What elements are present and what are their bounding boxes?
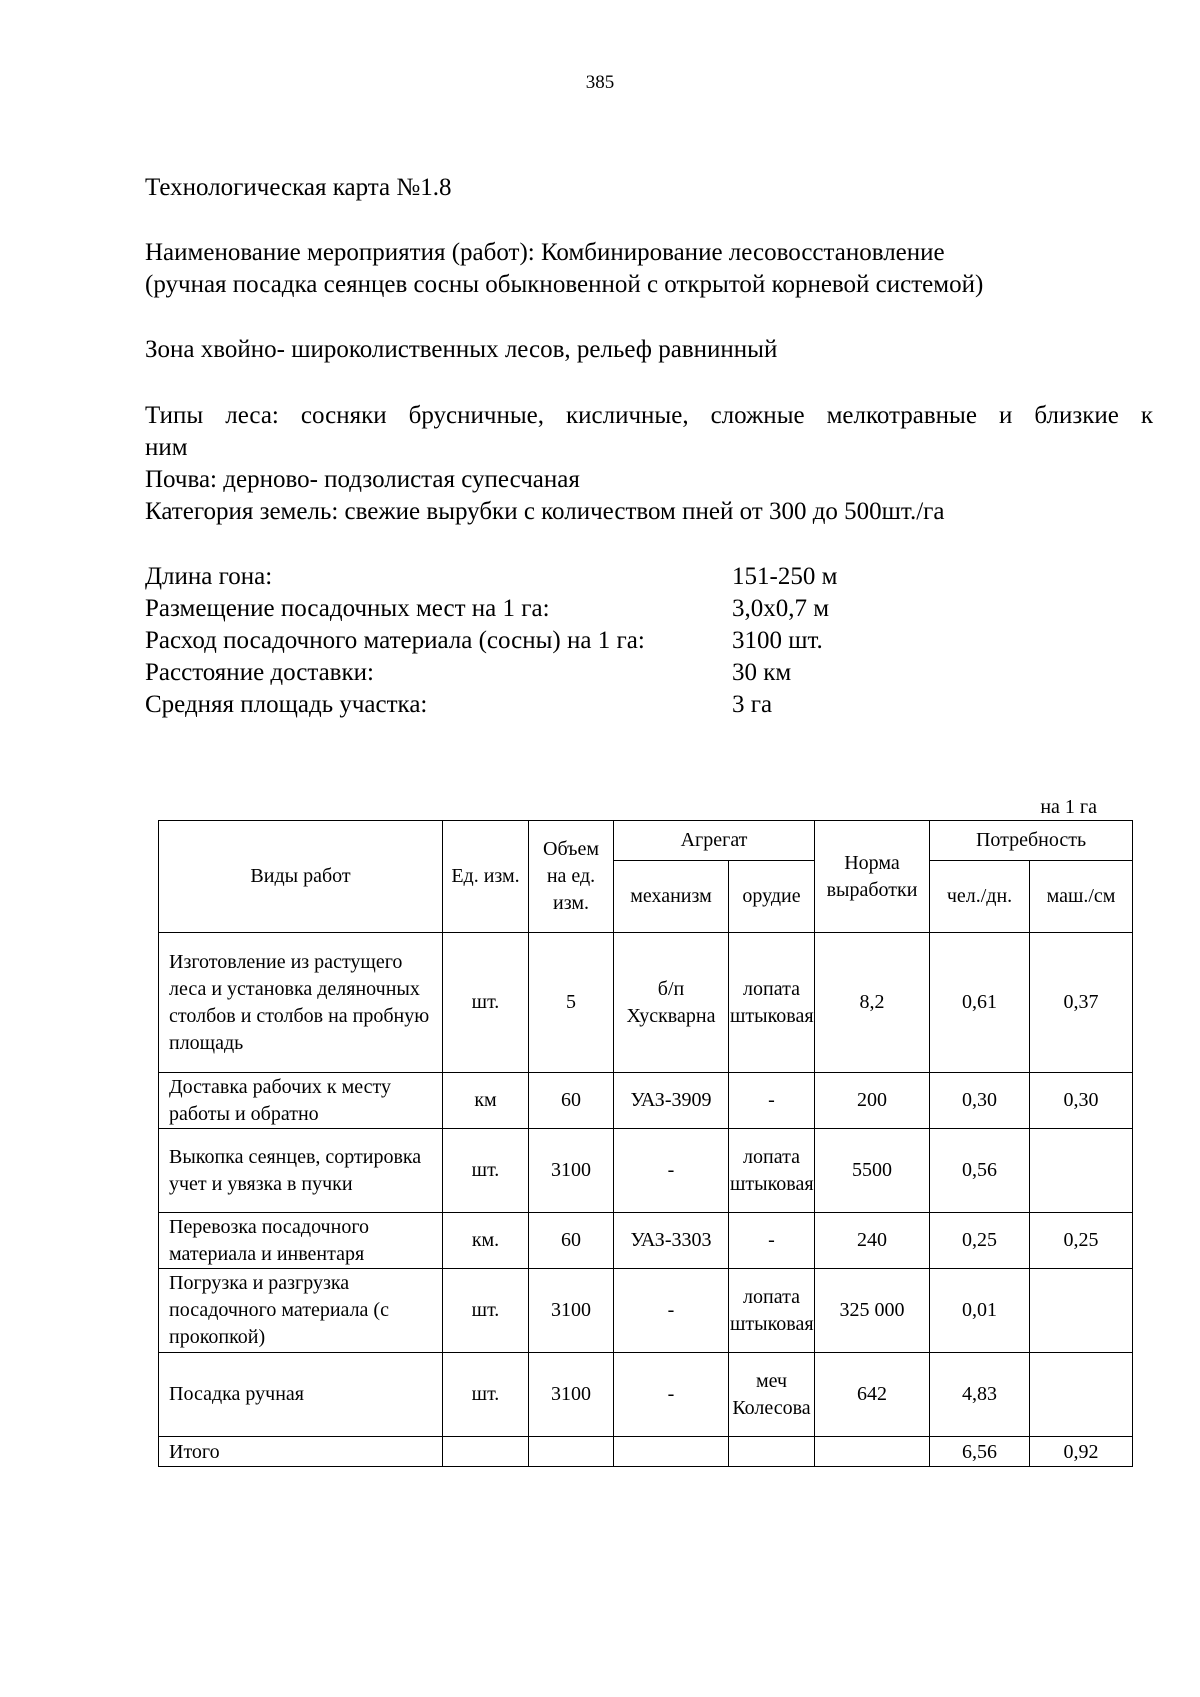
row-mechanism: -: [614, 1353, 729, 1437]
row-tool: -: [729, 1213, 815, 1269]
row-work: Выкопка сеянцев, сортировка учет и увязка в пучки: [159, 1129, 443, 1213]
row-tool: лопата штыковая: [729, 1269, 815, 1353]
row-work: Погрузка и разгрузка посадочного материала (с прокопкой): [159, 1269, 443, 1353]
total-row: [159, 1437, 1133, 1467]
page-number: 385: [585, 72, 615, 93]
row-machine-shifts: [1030, 1129, 1133, 1213]
row-mechanism: -: [614, 1269, 729, 1353]
activity-line-2: (ручная посадка сеянцев сосны обыкновенной с открытой корневой системой): [145, 271, 984, 298]
row-volume: 3100: [529, 1269, 614, 1353]
header-machine-shifts: маш./см: [1030, 861, 1133, 933]
header-norm: Норма выработки: [815, 821, 930, 933]
row-tool: -: [729, 1073, 815, 1129]
row-norm: 5500: [815, 1129, 930, 1213]
row-tool: лопата штыковая: [729, 1129, 815, 1213]
row-unit: шт.: [443, 933, 529, 1073]
row-person-days: 0,61: [930, 933, 1030, 1073]
row-work: Перевозка посадочного материала и инвентаря: [159, 1213, 443, 1269]
header-work-types: Виды работ: [159, 821, 443, 933]
table-row: [159, 1353, 1133, 1437]
total-person-days: 6,56: [930, 1437, 1030, 1467]
row-volume: 60: [529, 1073, 614, 1129]
row-mechanism: УАЗ-3303: [614, 1213, 729, 1269]
row-work: Доставка рабочих к месту работы и обратно: [159, 1073, 443, 1129]
param-value-placement: 3,0х0,7 м: [732, 595, 830, 622]
forest-types-line-2: ним: [145, 434, 188, 461]
header-volume: Объем на ед. изм.: [529, 821, 614, 933]
soil-text: Почва: дерново- подзолистая супесчаная: [145, 466, 580, 493]
header-demand: Потребность: [930, 821, 1133, 861]
forest-types-line-1: Типы леса: сосняки брусничные, кисличные, сложные мелкотравные и близкие к: [145, 402, 1153, 429]
row-work: Посадка ручная: [159, 1353, 443, 1437]
param-label-area: Средняя площадь участка:: [145, 691, 428, 718]
param-value-consumption: 3100 шт.: [732, 627, 823, 654]
header-tool: орудие: [729, 861, 815, 933]
row-person-days: 0,56: [930, 1129, 1030, 1213]
row-norm: 325 000: [815, 1269, 930, 1353]
param-label-placement: Размещение посадочных мест на 1 га:: [145, 595, 550, 622]
row-mechanism: -: [614, 1129, 729, 1213]
row-norm: 8,2: [815, 933, 930, 1073]
activity-line-1: Наименование мероприятия (работ): Комбинирование лесовосстановление: [145, 239, 945, 266]
param-label-distance: Длина гона:: [145, 563, 273, 590]
header-unit: Ед. изм.: [443, 821, 529, 933]
row-machine-shifts: [1030, 1269, 1133, 1353]
header-row-1: [159, 821, 1133, 861]
param-value-distance: 151-250 м: [732, 563, 838, 590]
row-person-days: 0,25: [930, 1213, 1030, 1269]
row-volume: 60: [529, 1213, 614, 1269]
total-machine-shifts: 0,92: [1030, 1437, 1133, 1467]
header-aggregate: Агрегат: [614, 821, 815, 861]
row-machine-shifts: 0,30: [1030, 1073, 1133, 1129]
table-row: [159, 1073, 1133, 1129]
row-unit: км: [443, 1073, 529, 1129]
table-unit-note: на 1 га: [1040, 796, 1097, 818]
zone-text: Зона хвойно- широколиственных лесов, рельеф равнинный: [145, 336, 778, 363]
document-title: Технологическая карта №1.8: [145, 174, 452, 201]
param-label-delivery: Расстояние доставки:: [145, 659, 374, 686]
row-volume: 3100: [529, 1353, 614, 1437]
row-work: Изготовление из растущего леса и установка деляночных столбов и столбов на пробную площадь: [159, 933, 443, 1073]
param-label-consumption: Расход посадочного материала (сосны) на 1 га:: [145, 627, 645, 654]
row-unit: км.: [443, 1213, 529, 1269]
total-empty-cell: [614, 1437, 729, 1467]
row-tool: лопата штыковая: [729, 933, 815, 1073]
technology-table: [158, 820, 1133, 1467]
table-row: [159, 1129, 1133, 1213]
row-person-days: 0,30: [930, 1073, 1030, 1129]
row-machine-shifts: 0,37: [1030, 933, 1133, 1073]
total-label: Итого: [159, 1437, 443, 1467]
header-mechanism: механизм: [614, 861, 729, 933]
total-empty-cell: [443, 1437, 529, 1467]
row-volume: 5: [529, 933, 614, 1073]
header-person-days: чел./дн.: [930, 861, 1030, 933]
row-machine-shifts: [1030, 1353, 1133, 1437]
row-person-days: 0,01: [930, 1269, 1030, 1353]
row-norm: 642: [815, 1353, 930, 1437]
param-value-delivery: 30 км: [732, 659, 792, 686]
table-row: [159, 1269, 1133, 1353]
row-volume: 3100: [529, 1129, 614, 1213]
total-empty-cell: [529, 1437, 614, 1467]
total-empty-cell: [729, 1437, 815, 1467]
row-unit: шт.: [443, 1269, 529, 1353]
land-category-text: Категория земель: свежие вырубки с количеством пней от 300 до 500шт./га: [145, 498, 945, 525]
param-value-area: 3 га: [732, 691, 773, 718]
row-norm: 200: [815, 1073, 930, 1129]
row-mechanism: УАЗ-3909: [614, 1073, 729, 1129]
row-mechanism: б/п Хускварна: [614, 933, 729, 1073]
total-empty-cell: [815, 1437, 930, 1467]
row-person-days: 4,83: [930, 1353, 1030, 1437]
row-norm: 240: [815, 1213, 930, 1269]
row-unit: шт.: [443, 1129, 529, 1213]
row-unit: шт.: [443, 1353, 529, 1437]
table-row: [159, 1213, 1133, 1269]
row-machine-shifts: 0,25: [1030, 1213, 1133, 1269]
row-tool: меч Колесова: [729, 1353, 815, 1437]
table-row: [159, 933, 1133, 1073]
